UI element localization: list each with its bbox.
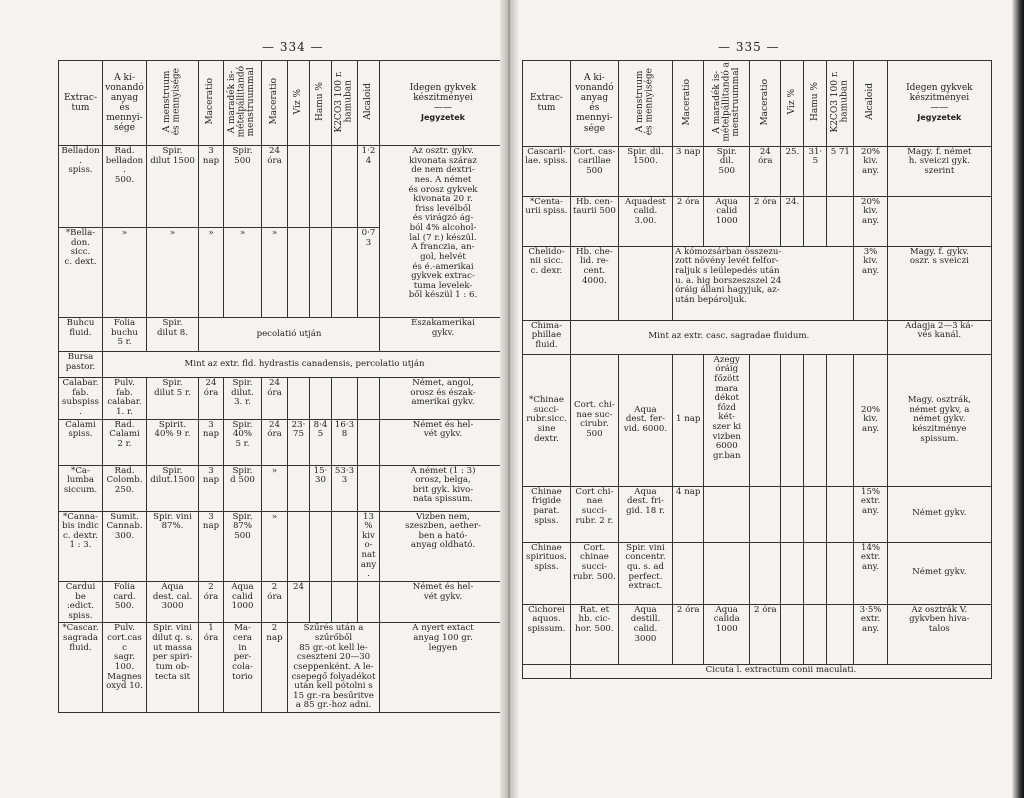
- row-water: [781, 542, 804, 604]
- header-menstruum: A menstruum és mennyisége: [147, 61, 199, 146]
- table-row: [59, 318, 507, 352]
- row-remaining: [704, 542, 750, 604]
- row-menstruum: »: [147, 228, 199, 318]
- page-edge-shadow: [1012, 0, 1024, 798]
- row-drug: Hb. cen- taurii 500: [570, 196, 618, 246]
- row-drug: Rad. Colomb. 250.: [103, 465, 147, 511]
- row-maceratio-2: 24 óra: [262, 419, 288, 465]
- row-maceratio-2: 2 óra: [262, 581, 288, 623]
- row-water: [781, 604, 804, 664]
- row-water: [288, 228, 310, 318]
- row-k2co3: [332, 146, 358, 228]
- row-k2co3: [827, 486, 854, 542]
- row-remaining: Aqua calid 1000: [704, 196, 750, 246]
- row-remaining: Spir. d 500: [224, 465, 262, 511]
- table-row: [523, 542, 992, 604]
- row-maceratio-1: [673, 542, 704, 604]
- row-maceratio-1: 3 nap: [199, 465, 224, 511]
- row-remaining: Spir. dil. 500: [704, 146, 750, 196]
- row-k2co3: 53·33: [332, 465, 358, 511]
- header-ash: Hamu %: [310, 61, 332, 146]
- row-menstruum: Aqua dest. fer- vid. 6000.: [618, 354, 672, 486]
- row-ash: [804, 486, 827, 542]
- row-ash: [310, 378, 332, 420]
- row-name: *Canna- bis indic c. dextr. 1 : 3.: [59, 511, 103, 581]
- row-water: 25.: [781, 146, 804, 196]
- row-notes: Északamerikai gykv.: [380, 318, 507, 352]
- row-notes: Az osztrák V. gykvben hiva- talos: [887, 604, 991, 664]
- row-alkaloid: [358, 465, 380, 511]
- row-k2co3: [827, 604, 854, 664]
- table-row: [523, 146, 992, 196]
- row-alkaloid: 20% kiv. any.: [854, 354, 887, 486]
- row-maceratio-1: 1 nap: [673, 354, 704, 486]
- right-page: [508, 0, 1024, 798]
- row-remaining: Spir. 87% 500: [224, 511, 262, 581]
- row-merged-text: Mint az extr. casc. sagradae fluidum.: [570, 320, 887, 354]
- row-drug: Cort. chi- nae suc- cirubr. 500: [570, 354, 618, 486]
- row-alkaloid: 3% kiv. any.: [854, 246, 887, 320]
- row-menstruum: Spir. dilut 8.: [147, 318, 199, 352]
- row-notes: Adagja 2—3 ká- vés kanál.: [887, 320, 991, 354]
- row-water: 23·75: [288, 419, 310, 465]
- table-row: [523, 246, 992, 320]
- pharmacopoeia-table-right: [522, 60, 992, 679]
- table-row: [523, 486, 992, 542]
- row-name: Calami spiss.: [59, 419, 103, 465]
- row-name: Buhcu fluid.: [59, 318, 103, 352]
- row-maceratio-1: 2 óra: [673, 196, 704, 246]
- row-merged-text: Szűrés után a szűrőből 85 gr.-ot kell le- cseszteni 20—30 cseppenként. A le- csepegő folyadékot után kell pótolni s 15 gr.-ra besűritve a 85 gr.-hoz adni.: [288, 623, 380, 713]
- row-maceratio-1: 2 óra: [673, 604, 704, 664]
- row-menstruum: Aqua destill. calid. 3000: [618, 604, 672, 664]
- row-water: [288, 511, 310, 581]
- table-row: [59, 378, 507, 420]
- row-drug: Folia buchu 5 r.: [103, 318, 147, 352]
- pharmacopoeia-table-left: [58, 60, 507, 713]
- row-drug: Rad. Calami 2 r.: [103, 419, 147, 465]
- row-k2co3: [827, 354, 854, 486]
- row-drug: Pulv. fab. calabar. 1. r.: [103, 378, 147, 420]
- row-drug: »: [103, 228, 147, 318]
- row-alkaloid: [358, 581, 380, 623]
- header-drug-amount: A ki- vonandó anyag és mennyi- sége: [570, 61, 618, 147]
- header-drug-amount: A ki- vonandó anyag és mennyi- sége: [103, 61, 147, 146]
- row-k2co3: [332, 378, 358, 420]
- row-name: [523, 664, 571, 678]
- row-drug: Rad. belladon. 500.: [103, 146, 147, 228]
- header-maceratio-1: Maceratio: [673, 61, 704, 147]
- row-notes: Magy. f. gykv. oszr. s sveiczi: [887, 246, 991, 320]
- table-row: [59, 352, 507, 378]
- row-notes: Német és hel- vét gykv.: [380, 581, 507, 623]
- row-menstruum: Spir. vini concentr. qu. s. ad perfect. extract.: [618, 542, 672, 604]
- row-remaining: Aqua calid 1000: [224, 581, 262, 623]
- row-ash: [310, 146, 332, 228]
- row-ash: [804, 196, 827, 246]
- row-menstruum: Spir. dil. 1500.: [618, 146, 672, 196]
- row-name: *Bella- don. sicc. c. dext.: [59, 228, 103, 318]
- row-ash: [310, 581, 332, 623]
- row-maceratio-1: 3 nap: [673, 146, 704, 196]
- row-name: Chinae spirituos. spiss.: [523, 542, 571, 604]
- row-notes: Magy. osztrák, német gykv, a német gykv. készitménye spissum.: [887, 354, 991, 486]
- row-k2co3: [332, 581, 358, 623]
- row-maceratio-1: »: [199, 228, 224, 318]
- row-alkaloid: 20% kiv. any.: [854, 196, 887, 246]
- row-notes: A nyert extact anyag 100 gr. legyen: [380, 623, 507, 713]
- row-maceratio-2: [750, 486, 781, 542]
- header-ash: Hamu %: [804, 61, 827, 147]
- row-name: Bursa pastor.: [59, 352, 103, 378]
- row-water: [781, 354, 804, 486]
- row-alkaloid: [358, 378, 380, 420]
- row-k2co3: 16·38: [332, 419, 358, 465]
- header-foreign: Idegen gykvek készitményei —— Jegyzetek: [380, 61, 507, 146]
- row-alkaloid: 15% extr. any.: [854, 486, 887, 542]
- row-notes: Vizben nem, szeszben, aether- ben a ható- anyag oldható.: [380, 511, 507, 581]
- row-name: Calabar. fab. subspiss.: [59, 378, 103, 420]
- table-row: [523, 320, 992, 354]
- row-drug: Sumit. Cannab. 300.: [103, 511, 147, 581]
- row-name: *Centa- urii spiss.: [523, 196, 571, 246]
- row-k2co3: [827, 196, 854, 246]
- row-remaining: Ma- cera in per- cola- torio: [224, 623, 262, 713]
- row-menstruum: Aqua dest. fri- gid. 18 r.: [618, 486, 672, 542]
- row-notes: Német, angol, orosz és észak- amerikai gykv.: [380, 378, 507, 420]
- row-maceratio-2: 24 óra: [262, 146, 288, 228]
- row-merged-text: Cicuta l. extractum conii maculati.: [570, 664, 991, 678]
- row-k2co3: [332, 511, 358, 581]
- header-k2co3: K2CO3 100 r. hamuban: [332, 61, 358, 146]
- row-maceratio-2: 24 óra: [262, 378, 288, 420]
- row-alkaloid: 3·5% extr. any.: [854, 604, 887, 664]
- row-maceratio-2: »: [262, 228, 288, 318]
- row-maceratio-1: 3 nap: [199, 146, 224, 228]
- row-ash: [804, 542, 827, 604]
- row-menstruum: Spir. vini 87%.: [147, 511, 199, 581]
- row-drug: Cort chi- nae succi- rubr. 2 r.: [570, 486, 618, 542]
- row-merged-text: A kómozsárban összezu- zott növény levét felfor- raljuk s leülepedés után u. a. hig borszeszszel 24 óráig állani hagyjuk, az- után bepároljuk.: [673, 246, 854, 320]
- row-water: 24: [288, 581, 310, 623]
- table-row: [523, 196, 992, 246]
- row-k2co3: 5 71: [827, 146, 854, 196]
- header-maceratio-2: Maceratio: [750, 61, 781, 147]
- row-notes: Német gykv.: [887, 486, 991, 542]
- row-water: 24.: [781, 196, 804, 246]
- header-foreign: Idegen gykvek készitményei —— Jegyzetek: [887, 61, 991, 147]
- row-menstruum: Spir. vini dilut q. s. ut massa per spiri- tum ob- tecta sit: [147, 623, 199, 713]
- row-k2co3: [332, 228, 358, 318]
- row-water: [288, 465, 310, 511]
- row-water: [781, 486, 804, 542]
- header-remaining-menstruum: A maradék is- mételpállitandó menstruummal: [224, 61, 262, 146]
- header-alkaloid: Alcaloid: [854, 61, 887, 147]
- row-notes: Német gykv.: [887, 542, 991, 604]
- row-name: Belladon. spiss.: [59, 146, 103, 228]
- header-remaining-menstruum: A maradék is- mételpállitandó a menstruummal: [704, 61, 750, 147]
- row-ash: 8·45: [310, 419, 332, 465]
- table-row: [59, 419, 507, 465]
- header-extractum: Extrac- tum: [523, 61, 571, 147]
- row-remaining: Azegy óráig főzött mara dékot főzd két- szer ki vizben 6000 gr.ban: [704, 354, 750, 486]
- header-water: Viz %: [781, 61, 804, 147]
- row-notes: Az osztr. gykv. kivonata száraz de nem dextri- nes. A német és orosz gykvek kivonata 20 r. friss levélből és virágzó ág- ból 4% alcohol- lal (7 r.) készül. A franczia, an- gol, helvét és é.-amerikai gykvek extrac- tuma levelek- ből készül 1 : 6.: [380, 146, 507, 318]
- row-name: Chima- phillae fluid.: [523, 320, 571, 354]
- row-notes: Német és hel- vét gykv.: [380, 419, 507, 465]
- table-row: [59, 146, 507, 228]
- row-name: Cichorei aquos. spissum.: [523, 604, 571, 664]
- row-alkaloid: 13% kivo- nat any.: [358, 511, 380, 581]
- header-k2co3: K2CO3 100 r. hamuban: [827, 61, 854, 147]
- table-row: [523, 354, 992, 486]
- table-row: [523, 664, 992, 678]
- row-name: *Ca- lumba siccum.: [59, 465, 103, 511]
- row-remaining: Spir. dilut. 3. r.: [224, 378, 262, 420]
- row-maceratio-1: 3 nap: [199, 419, 224, 465]
- row-menstruum: Spir. dilut 1500: [147, 146, 199, 228]
- row-ash: [804, 354, 827, 486]
- row-menstruum: Aquadest calid. 3.00.: [618, 196, 672, 246]
- row-maceratio-1: 3 nap: [199, 511, 224, 581]
- row-ash: [310, 228, 332, 318]
- row-name: *Chinae succi- rubr.sicc. sine dextr.: [523, 354, 571, 486]
- row-k2co3: [827, 542, 854, 604]
- row-alkaloid: 14% extr. any.: [854, 542, 887, 604]
- row-ash: [804, 604, 827, 664]
- header-alkaloid: Alcaloid: [358, 61, 380, 146]
- row-water: [288, 146, 310, 228]
- row-menstruum: Spir. dilut 5 r.: [147, 378, 199, 420]
- header-maceratio-2: Maceratio: [262, 61, 288, 146]
- row-alkaloid: [358, 419, 380, 465]
- row-menstruum: Aqua dest. cal. 3000: [147, 581, 199, 623]
- table-row: [523, 604, 992, 664]
- header-menstruum: A menstruum és mennyisége: [618, 61, 672, 147]
- table-row: [59, 511, 507, 581]
- row-remaining: Spir. 40% 5 r.: [224, 419, 262, 465]
- row-maceratio-2: »: [262, 511, 288, 581]
- page-number-left: — 334 —: [262, 40, 324, 54]
- row-merged-text: Mint az extr. fld. hydrastis canadensis, percolatio utján: [103, 352, 507, 378]
- row-drug: Pulv. cort.casc sagr. 100. Magnes oxyd 10.: [103, 623, 147, 713]
- row-ash: 31·5: [804, 146, 827, 196]
- row-alkaloid: 0·73: [358, 228, 380, 318]
- row-percolation: pecolatió utján: [199, 318, 380, 352]
- row-notes: A német (1 : 3) orosz, belga, brit gyk. kivo- nata spissum.: [380, 465, 507, 511]
- row-maceratio-2: 24 óra: [750, 146, 781, 196]
- row-name: Chinae frigide parat. spiss.: [523, 486, 571, 542]
- row-menstruum: Spirit. 40% 9 r.: [147, 419, 199, 465]
- row-drug: Hb. che- lid. re- cent. 4000.: [570, 246, 618, 320]
- row-remaining: [704, 486, 750, 542]
- row-name: Cardui be :edict. spiss.: [59, 581, 103, 623]
- table-row: [59, 581, 507, 623]
- row-maceratio-2: 2 óra: [750, 196, 781, 246]
- book-gutter: [500, 0, 518, 798]
- row-menstruum: Spir. dilut.1500: [147, 465, 199, 511]
- row-maceratio-2: »: [262, 465, 288, 511]
- row-name: Cascaril- lae. spiss.: [523, 146, 571, 196]
- row-drug: Rat. et hb. cic- hor. 500.: [570, 604, 618, 664]
- row-ash: [310, 511, 332, 581]
- row-remaining: Aqua calida 1000: [704, 604, 750, 664]
- row-notes: Magy. f. német h. sveiczi gyk. szerint: [887, 146, 991, 196]
- header-water: Viz %: [288, 61, 310, 146]
- row-maceratio-1: 24 óra: [199, 378, 224, 420]
- row-drug: Folia card. 500.: [103, 581, 147, 623]
- row-alkaloid: 1·24: [358, 146, 380, 228]
- row-maceratio-2: 2 óra: [750, 604, 781, 664]
- table-row: [59, 465, 507, 511]
- row-notes: [887, 196, 991, 246]
- row-ash: 15·30: [310, 465, 332, 511]
- row-maceratio-1: 4 nap: [673, 486, 704, 542]
- row-name: Chelido- nii sicc. c. dexr.: [523, 246, 571, 320]
- left-page: [0, 0, 508, 798]
- row-menstruum: [618, 246, 672, 320]
- table-row: [59, 623, 507, 713]
- header-maceratio-1: Maceratio: [199, 61, 224, 146]
- row-maceratio-2: [750, 354, 781, 486]
- row-remaining: Spir. 500: [224, 146, 262, 228]
- header-extractum: Extrac- tum: [59, 61, 103, 146]
- row-drug: Cort. chinae succi- rubr. 500.: [570, 542, 618, 604]
- row-maceratio-2: [750, 542, 781, 604]
- row-alkaloid: 20% kiv. any.: [854, 146, 887, 196]
- row-maceratio-1: 2 óra: [199, 581, 224, 623]
- row-maceratio-2: 2 nap: [262, 623, 288, 713]
- row-remaining: »: [224, 228, 262, 318]
- row-water: [288, 378, 310, 420]
- row-maceratio-1: 1 óra: [199, 623, 224, 713]
- row-drug: Cort. cas- carillae 500: [570, 146, 618, 196]
- row-name: *Cascar. sagrada fluid.: [59, 623, 103, 713]
- page-number-right: — 335 —: [718, 40, 780, 54]
